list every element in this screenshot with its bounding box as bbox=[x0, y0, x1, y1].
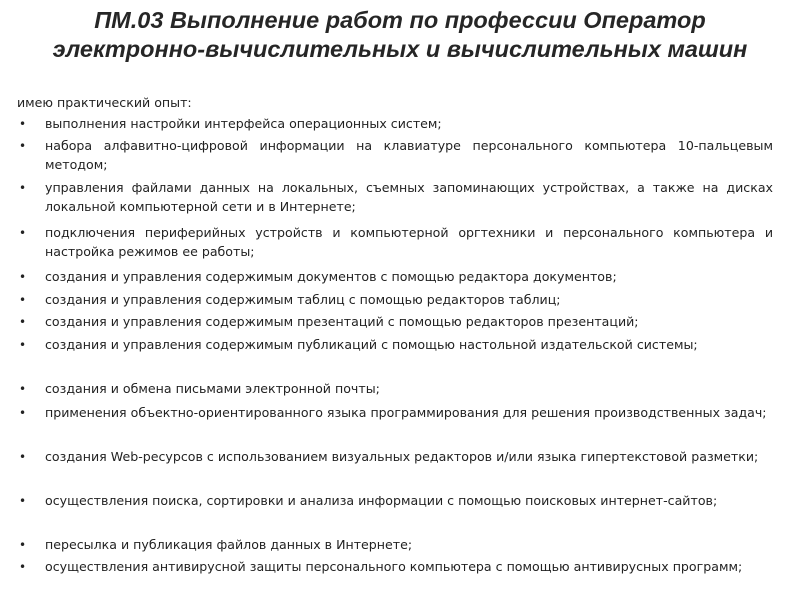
list-item-text: создания Web-ресурсов с использованием визуальных редакторов и/или языка гипертекстовой разметки; bbox=[45, 449, 759, 464]
list-item-text: выполнения настройки интерфейса операционных систем; bbox=[45, 116, 442, 131]
list-item-text: набора алфавитно-цифровой информации на клавиатуре персонального компьютера 10-пальцевым методом; bbox=[45, 138, 773, 172]
list-item-text: подключения периферийных устройств и компьютерной оргтехники и персонального компьютера и настройка режимов ее работы; bbox=[45, 225, 773, 259]
bullet-icon: • bbox=[19, 139, 27, 153]
bullet-icon: • bbox=[19, 293, 27, 307]
list-item-text: создания и управления содержимым таблиц с помощью редакторов таблиц; bbox=[45, 292, 561, 307]
bullet-icon: • bbox=[19, 338, 27, 352]
intro-text: имею практический опыт: bbox=[17, 95, 192, 110]
bullet-icon: • bbox=[19, 406, 27, 420]
bullet-icon: • bbox=[19, 560, 27, 574]
bullet-icon: • bbox=[19, 117, 27, 131]
bullet-icon: • bbox=[19, 270, 27, 284]
slide-title: ПМ.03 Выполнение работ по профессии Оператор электронно-вычислительных и вычислительных машин bbox=[52, 7, 748, 62]
bullet-icon: • bbox=[19, 382, 27, 396]
list-item-text: пересылка и публикация файлов данных в Интернете; bbox=[45, 537, 413, 552]
list-item-text: создания и управления содержимым презентаций с помощью редакторов презентаций; bbox=[45, 314, 639, 329]
bullet-icon: • bbox=[19, 494, 27, 508]
bullet-icon: • bbox=[19, 538, 27, 552]
list-item-text: создания и управления содержимым публикаций с помощью настольной издательской системы; bbox=[45, 337, 698, 352]
list-item-text: создания и обмена письмами электронной почты; bbox=[45, 381, 380, 396]
list-item-text: применения объектно-ориентированного языка программирования для решения производственных задач; bbox=[45, 405, 767, 420]
bullet-icon: • bbox=[19, 315, 27, 329]
list-item-text: осуществления антивирусной защиты персонального компьютера с помощью антивирусных программ; bbox=[45, 559, 743, 574]
list-item-text: создания и управления содержимым документов с помощью редактора документов; bbox=[45, 269, 617, 284]
bullet-icon: • bbox=[19, 226, 27, 240]
bullet-icon: • bbox=[19, 181, 27, 195]
bullet-icon: • bbox=[19, 450, 27, 464]
list-item-text: управления файлами данных на локальных, съемных запоминающих устройствах, а также на дисках локальной компьютерной сети и в Интернете; bbox=[45, 180, 773, 214]
list-item-text: осуществления поиска, сортировки и анализа информации с помощью поисковых интернет-сайтов; bbox=[45, 493, 718, 508]
